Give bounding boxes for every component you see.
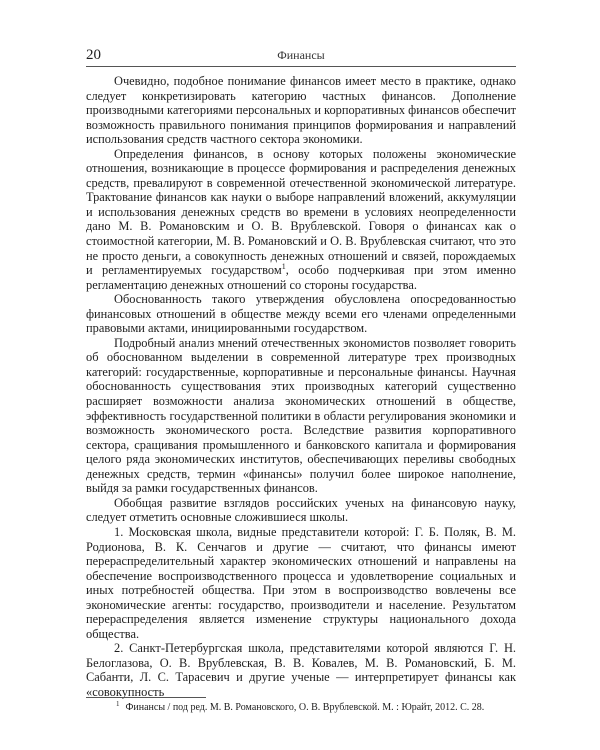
footnote bbox=[86, 701, 516, 714]
paragraph-6: 1. Московская школа, видные представители которой: Г. Б. Поляк, В. М. Родионова, В. К. Сенчагов и другие — считают, что финансы имеют перераспределительный характер экономических отношений и направлены на обеспечение воспроизводственного процесса и удовлетворение социальных и иных потребностей общества. При этом в воспроизводство вовлечены все экономические агенты: государство, производители и население. Результатом перераспределения является изменение структуры национального дохода общества. bbox=[86, 524, 516, 641]
paragraph-4: Подробный анализ мнений отечественных экономистов позволяет говорить об обоснованном выделении в современной литературе трех производных категорий: государственные, корпоративные и персональные финансы. Научная обоснованность существования этих производных категорий существенно расширяет возможности анализа экономических отношений в обществе, эффективность государственной политики в области регулирования экономики и возможность экономического роста. Вследствие развития корпоративного сектора, сращивания промышленного и банковского капитала и формирования целого ряда экономических институтов, обеспечивающих переливы свободных денежных средств, термин «финансы» получил более широкое наполнение, выйдя за рамки государственных финансов. bbox=[86, 335, 516, 496]
main-text bbox=[86, 74, 516, 700]
paragraph-1: Очевидно, подобное понимание финансов имеет место в практике, однако следует конкретизировать категорию частных финансов. Дополнение производными категориями персональных и корпоративных финансов обеспечит возможность правильного понимания принципов формирования и направлений использования средств частного сектора экономики. bbox=[86, 74, 516, 147]
paragraph-3: Обоснованность такого утверждения обусловлена опосредованностью финансовых отношений в обществе между всеми его членами определенными правовыми актами, инициированными государством. bbox=[86, 292, 516, 336]
paragraph-5: Обобщая развитие взглядов российских ученых на финансовую науку, следует отметить основные сложившиеся школы. bbox=[86, 495, 516, 525]
page-number: 20 bbox=[86, 47, 101, 63]
footnote-mark: 1 bbox=[116, 699, 120, 708]
paragraph-7: 2. Санкт-Петербургская школа, представителями которой являются Г. Н. Белоглазова, О. В. Врублевская, В. В. Ковалев, М. В. Романовский, Б. М. Сабанти, Л. С. Тарасевич и другие ученые — интерпретирует финансы как «совокупность bbox=[86, 641, 516, 699]
running-title: Финансы bbox=[277, 48, 325, 62]
paragraph-2 bbox=[86, 147, 516, 292]
footnote-text: Финансы / под ред. М. В. Романовского, О. В. Врублевской. М. : Юрайт, 2012. С. 28. bbox=[125, 702, 485, 713]
footnote-reference[interactable]: 1 bbox=[281, 261, 286, 271]
paragraph-2-text: Определения финансов, в основу которых положены экономические отношения, возникающие в процессе формирования и распределения денежных средств, превалируют в современной отечественной экономической литературе. Трактование финансов как науки о выборе направлений вложений, аккумуляции и использования денежных средств во времени в условиях неопределенности дано М. В. Романовским и О. В. Врублевской. Говоря о финансах как о стоимостной категории, М. В. Романовский и О. В. Врублевская считают, что это не просто деньги, а совокупность денежных отношений и связей, порождаемых и регламентируемых государством bbox=[86, 146, 516, 278]
paragraph-2-tail: , особо подчеркивая при этом именно регламентацию денежных отношений со стороны государства. bbox=[86, 263, 517, 292]
footnote-divider bbox=[86, 697, 206, 698]
page-header bbox=[86, 46, 516, 67]
